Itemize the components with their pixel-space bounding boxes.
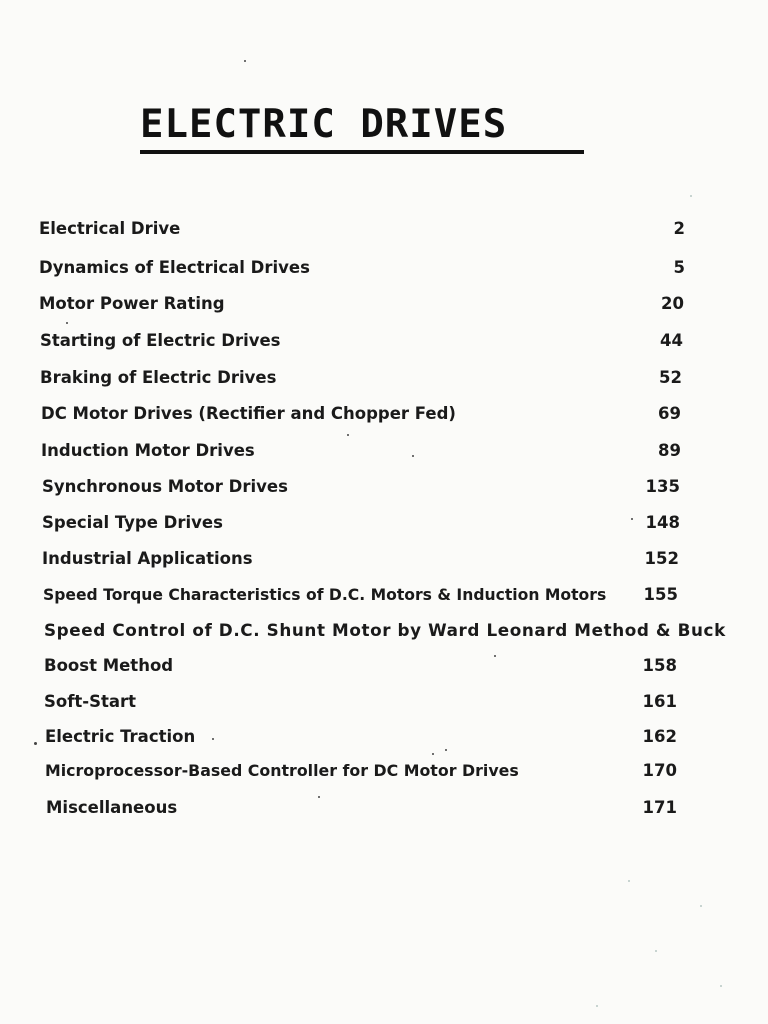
toc-entry-page: 89: [658, 441, 681, 460]
toc-entry-title: DC Motor Drives (Rectifier and Chopper Fed): [41, 404, 456, 423]
scan-speck: [494, 655, 496, 657]
scan-speck: [655, 950, 657, 952]
toc-entry-title: Induction Motor Drives: [41, 441, 255, 460]
toc-entry-page: 158: [642, 656, 677, 675]
toc-entry-title: Microprocessor-Based Controller for DC Motor Drives: [45, 761, 519, 780]
toc-entry-page: 155: [643, 585, 678, 604]
toc-entry-page: 135: [645, 477, 680, 496]
toc-entry-page: 152: [644, 549, 679, 568]
scan-speck: [412, 455, 414, 457]
toc-entry-page: 148: [645, 513, 680, 532]
scan-speck: [244, 60, 246, 62]
toc-entry-title: Miscellaneous: [46, 798, 178, 817]
toc-entry-title: Electric Traction: [45, 727, 196, 746]
toc-entry-title: Special Type Drives: [42, 513, 223, 532]
toc-entry-title: Industrial Applications: [42, 549, 253, 568]
scan-speck: [212, 738, 214, 740]
toc-entry-page: 161: [642, 692, 677, 711]
toc-entry-page: 5: [673, 258, 685, 277]
toc-entry-page: 171: [642, 798, 677, 817]
scan-speck: [700, 905, 702, 907]
scan-speck: [720, 985, 722, 987]
scan-speck: [432, 753, 434, 755]
scan-speck: [631, 518, 633, 520]
scan-speck: [445, 749, 447, 751]
toc-entry-title: Boost Method: [44, 656, 174, 675]
toc-entry-page: 170: [642, 761, 677, 780]
toc-entry-title: Dynamics of Electrical Drives: [39, 258, 310, 277]
scan-speck: [690, 195, 692, 197]
toc-entry-title: Braking of Electric Drives: [40, 368, 277, 387]
toc-entry-page: 44: [660, 331, 683, 350]
scan-speck: [596, 1005, 598, 1007]
toc-entry-title: Speed Control of D.C. Shunt Motor by Ward Leonard Method & Buck: [44, 620, 726, 640]
toc-entry-title: Synchronous Motor Drives: [42, 477, 288, 496]
scan-speck: [66, 322, 68, 324]
scan-speck: [347, 434, 349, 436]
toc-entry-title: Motor Power Rating: [39, 294, 225, 313]
toc-entry-title: Starting of Electric Drives: [40, 331, 281, 350]
toc-entry-page: 69: [658, 404, 681, 423]
page-title: ELECTRIC DRIVES: [140, 102, 508, 147]
toc-entry-page: 162: [642, 727, 677, 746]
toc-entry-page: 20: [661, 294, 684, 313]
scan-speck: [34, 742, 37, 745]
toc-entry-title: Speed Torque Characteristics of D.C. Motors & Induction Motors: [43, 586, 607, 604]
scan-speck: [628, 880, 630, 882]
scan-speck: [318, 796, 320, 798]
toc-entry-title: Soft-Start: [44, 692, 137, 711]
toc-entry-title: Electrical Drive: [39, 219, 181, 238]
toc-entry-page: 52: [659, 368, 682, 387]
toc-entry-page: 2: [673, 219, 685, 238]
